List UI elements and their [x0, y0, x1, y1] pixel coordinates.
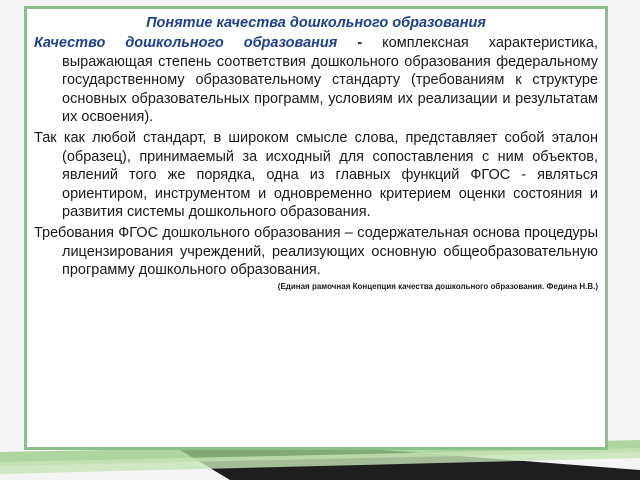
paragraph-definition: [34, 34, 598, 127]
source-citation: (Единая рамочная Концепция качества дошкольного образования. Федина Н.В.): [277, 281, 598, 291]
definition-dash: -: [337, 35, 383, 51]
paragraph-standard: Так как любой стандарт, в широком смысле слова, представляет собой эталон (образец), принимаемый за исходный для сопоставления с ним объектов, явлений того же порядка, одна из главных функций ФГОС - являться ориентиром, инструментом и одновременно критерием оценки состояния и развития системы дошкольного образования.: [34, 129, 598, 221]
paragraph-requirements: Требования ФГОС дошкольного образования – содержательная основа процедуры лицензирования учреждений, реализующих основную общеобразовательную программу дошкольного образования.: [34, 224, 598, 279]
definition-term: Качество дошкольного образования: [34, 35, 338, 51]
content-frame: [24, 6, 608, 450]
definition-text: комплексная характеристика, выражающая степень соответствия дошкольного образования федеральному государственному образовательному стандарту (требованиям к структуре основных образовательных программ, условиям их реализации и результатам их освоения).: [62, 35, 598, 126]
slide-title: Понятие качества дошкольного образования: [146, 15, 486, 31]
